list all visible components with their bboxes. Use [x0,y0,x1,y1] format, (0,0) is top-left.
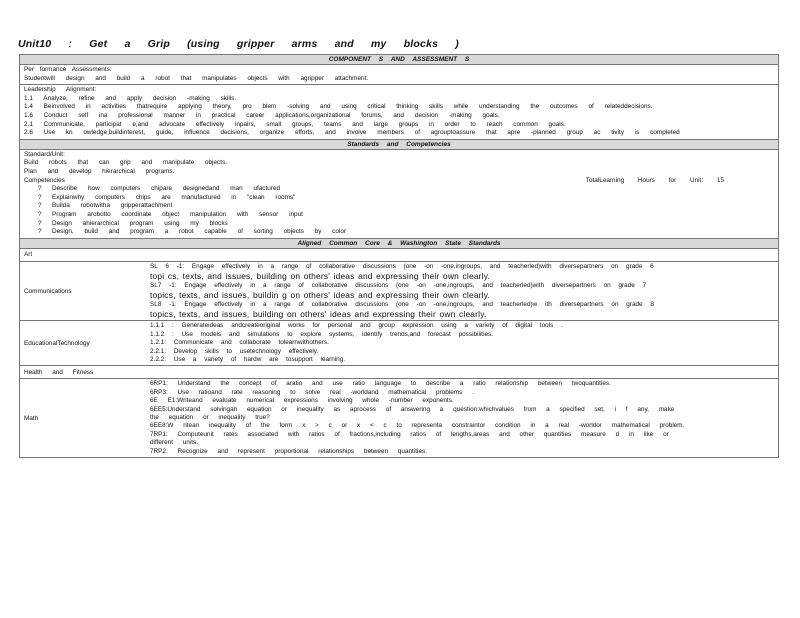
standard-line: 1.1.2 : Use models and simulations to explore systems, identify trends,and forecast possibilities. [150,330,494,338]
standard-unit-section [20,150,778,239]
subject-name: Math [24,414,39,422]
total-hours [586,177,774,186]
standard-line: topics, texts, and issues, buildin g on others' ideas and expressing their own clearly. [150,290,491,300]
list-item [38,194,774,203]
subject-name: EducationalTechnology [24,339,90,347]
standard-line: SL7 -1: Engage effectively in a range of collaborative discussions (one -on -one,ingroups, and teacherled)with diversepartners on grade 7 [150,281,647,289]
subject-row-health [20,366,778,379]
competency-list [24,185,774,237]
list-item [38,185,774,194]
bullet-icon: ? [38,193,42,201]
bullet-icon: ? [38,202,42,210]
competency-text: Design, build and program a robot capable of sorting objects by color [52,228,347,236]
total-hours-value: 15 [716,176,724,184]
standard-line: 6EE8:W ritean inequality of the form x > c or x < c to representa constraintor condition in a real -worldor mathematical problem. [150,422,685,430]
leadership-item: 2.6 Use kn owledge,buildinterest, guide, influence decisions, organize efforts, and involve members of agrouptoassure that apre -planned group ac tivity is completed [24,129,680,137]
list-item [38,228,774,237]
competency-text: Program arobotto coordinate object manipulation with sensor input [52,210,303,218]
unit-title: Unit10 : Get a Grip (using gripper arms and my blocks ) [18,38,459,50]
performance-text: Studentwill design and build a robot that manipulates objects with agripper attachment. [24,74,369,82]
subject-row-edtech [20,321,778,366]
subject-row-communications [20,262,778,322]
standard-unit-label: Standard/Unit: [24,150,65,158]
math-standards [146,379,778,457]
unit-table [19,54,779,458]
performance-section [20,65,778,85]
list-item [38,220,774,229]
standard-line: 2.2.2: Use a variety of hardw are tosupport learning. [150,356,346,364]
standard-line: the equation or inequality true? [150,414,270,422]
competencies-heading-row [24,177,774,186]
list-item [38,202,774,211]
list-item [38,211,774,220]
bullet-icon: ? [38,210,42,218]
communications-standards [146,262,778,321]
components-header: COMPONENT S AND ASSESSMENT S [20,55,778,65]
standard-line: SL 6 -1: Engage effectively in a range of collaborative discussions (one -on -one,ingroups, and teacherled)with diversepartners on grade 6 [150,262,654,270]
standard-unit-line: Plan and develop hierarchical programs. [24,167,175,175]
standard-line: SL8 -1: Engage effectively in a range of collaborative discussions (one -on -one,ingroups, and teacherled)w ith diversepartners on grade 8 [150,300,654,308]
competencies-label: Competencies [24,176,65,184]
leadership-label: Leadership Alignment: [24,86,97,94]
competency-text: Design ahierarchical program using my blocks [52,219,228,227]
performance-label: Per formance Assessments: [24,66,112,73]
leadership-item: 1.6 Conduct self ina professional manner in practical career applications,organizational forums, and decision -making goals. [24,111,500,119]
leadership-item: 2.1 Communicate, participat e,and advocate effectively inpairs, small groups, teams and large groups in order to reach common goals. [24,120,566,128]
bullet-icon: ? [38,185,42,193]
standard-line: 7RP1: Computeunit rates associated with ratios of fractions,including ratios of lengths,areas and other quantities measure d in like or [150,430,669,438]
leadership-item: 1.1 Analyze, refine and apply decision -making skills. [24,94,237,102]
standard-line: 6EE5:Understand solvingan equation or inequality as aprocess of answering a question:whichvalues from a specified set, i f any, make [150,405,675,413]
standard-line: topics, texts, and issues, building on others' ideas and expressing their own clearly. [150,308,487,319]
subject-name: Communications [24,287,72,295]
competency-text: Describe how computers chipare designedand man ufactured [52,185,281,193]
total-hours-label: TotalLearning Hours for Unit: [585,176,704,184]
subject-row-art [20,249,778,262]
standard-line: topi cs, texts, and issues, building on others' ideas and expressing their own clearly. [150,271,491,282]
competency-text: Builda robotwitha gripperattachment [52,202,173,210]
subject-name: Health and Fitness [24,368,94,376]
leadership-section [20,85,778,140]
standard-line: 6RP3: Use ratioand rate reasoning to solve real -worldand mathematical problems . [150,388,474,396]
subject-name: Art [24,251,33,259]
standard-line: 6RP1: Understand the concept of aratio and use ratio language to describe a ratio relationship between twoquantities. [150,380,611,388]
standard-line: 7RP2: Recognize and represent proportional relationships between quantities. [150,447,427,455]
bullet-icon: ? [38,219,42,227]
bullet-icon: ? [38,228,42,236]
leadership-item: 1.4 Beinvolved in activities thatrequire applying theory, pro blem -solving and using critical thinking skills while understanding the outcomes of relateddecisions. [24,103,653,111]
subject-row-math [20,379,778,457]
competency-text: Explainwhy computers chips are manufactured in "clean rooms" [52,193,296,201]
standard-unit-line: Build robots that can grip and manipulate objects. [24,159,227,167]
standard-line: 1.2.1: Communicate and collaborate tolearnwithothers. [150,339,329,347]
standard-line: 1.1.1 : Generateideas andcreateoriginal works for personal and group expression using a variety of digital tools . [150,322,563,330]
edtech-standards [146,321,778,365]
aligned-standards-header: Aligned Common Core & Washington State Standards [20,239,778,249]
standard-line: different units. [150,439,199,447]
standard-line: 6E E1:Writeand evaluate numerical expressions involving whole -number exponents. [150,397,454,405]
standard-line: 2.2.1: Develop skills to usetechnology effectively. [150,347,319,355]
standards-header: Standards and Competencies [20,140,778,150]
